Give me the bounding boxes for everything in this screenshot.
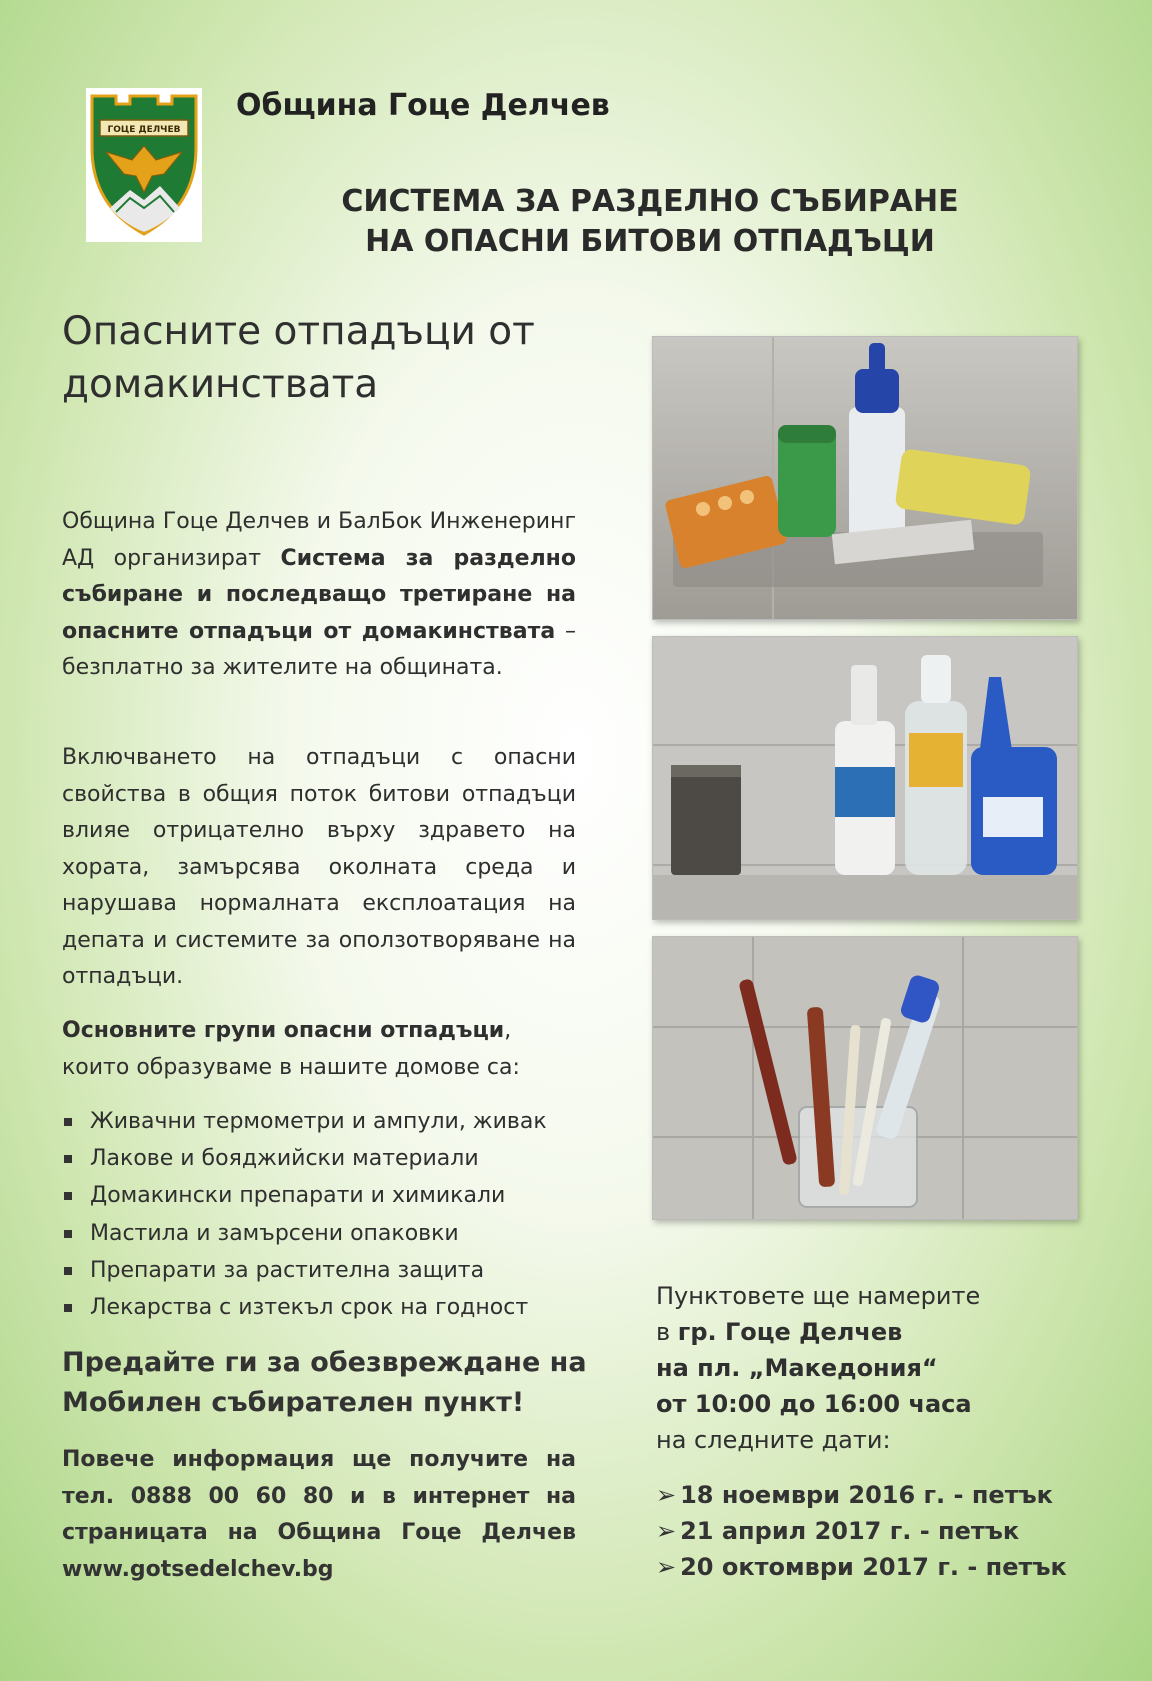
intro-lead: Община Гоце Делчев и БалБок Инженеринг АД организират <box>62 509 576 571</box>
photo-thermometers <box>652 936 1078 1220</box>
organization-name: Община Гоце Делчев <box>236 88 610 123</box>
list-item: Живачни термометри и ампули, живак <box>62 1103 602 1140</box>
svg-text:ГОЦЕ ДЕЛЧЕВ: ГОЦЕ ДЕЛЧЕВ <box>107 125 181 135</box>
groups-intro-bold: Основните групи опасни отпадъци <box>62 1018 505 1043</box>
page-title <box>330 182 970 262</box>
groups-intro-rest: , които образуваме в нашите домове са: <box>62 1018 520 1080</box>
points-hours: от 10:00 до 16:00 часа <box>656 1390 972 1418</box>
waste-groups-list <box>62 1103 602 1326</box>
cta-line-2: Мобилен събирателен пункт! <box>62 1387 525 1418</box>
date-item: ➢ 18 ноември 2016 г. - петък <box>656 1477 1116 1513</box>
photo-chemicals <box>652 636 1078 920</box>
points-city: гр. Гоце Делчев <box>677 1318 903 1346</box>
section-heading: Опасните отпадъци от домакинствата <box>62 309 535 407</box>
list-item: Домакински препарати и химикали <box>62 1177 602 1214</box>
title-line-2: НА ОПАСНИ БИТОВИ ОТПАДЪЦИ <box>365 224 935 259</box>
points-dates-intro: на следните дати: <box>656 1426 891 1454</box>
list-item: Лакове и бояджийски материали <box>62 1140 602 1177</box>
list-item: Лекарства с изтекъл срок на годност <box>62 1289 602 1326</box>
municipality-crest-logo <box>86 88 202 242</box>
points-line-1: Пунктовете ще намерите <box>656 1282 981 1310</box>
points-line-2 <box>656 1314 1096 1350</box>
date-item: ➢ 20 октомври 2017 г. - петък <box>656 1549 1116 1585</box>
title-line-1: СИСТЕМА ЗА РАЗДЕЛНО СЪБИРАНЕ <box>341 184 959 219</box>
list-item: Препарати за растителна защита <box>62 1252 602 1289</box>
cta-line-1: Предайте ги за обезвреждане на <box>62 1347 587 1378</box>
photo-medicines <box>652 336 1078 620</box>
collection-point-info <box>656 1278 1096 1458</box>
list-item: Мастила и замърсени опаковки <box>62 1215 602 1252</box>
contact-info <box>62 1442 576 1588</box>
points-line-2-prefix: в <box>656 1318 678 1346</box>
call-to-action <box>62 1343 622 1423</box>
contact-text: Повече информация ще получите на тел. 0888 00 60 80 и в интернет на страницата на Община Гоце Делчев <box>62 1447 576 1545</box>
groups-intro <box>62 1012 582 1086</box>
date-item: ➢ 21 април 2017 г. - петък <box>656 1513 1116 1549</box>
intro-bold: Система за разделно събиране и последващо третиране на опасните отпадъци от домакинствата <box>62 545 576 644</box>
points-square: на пл. „Македония“ <box>656 1354 938 1382</box>
collection-dates-list <box>656 1477 1116 1585</box>
intro-paragraph <box>62 504 576 687</box>
impact-paragraph: Включването на отпадъци с опасни свойства в общия поток битови отпадъци влияе отрицателно върху здравето на хората, замърсява околната среда и нарушава нормалната експлоатация на депата и системите за оползотворяване на отпадъци. <box>62 745 576 989</box>
website-link[interactable]: www.gotsedelchev.bg <box>62 1556 334 1582</box>
intro-tail: – безплатно за жителите на общината. <box>62 618 576 680</box>
